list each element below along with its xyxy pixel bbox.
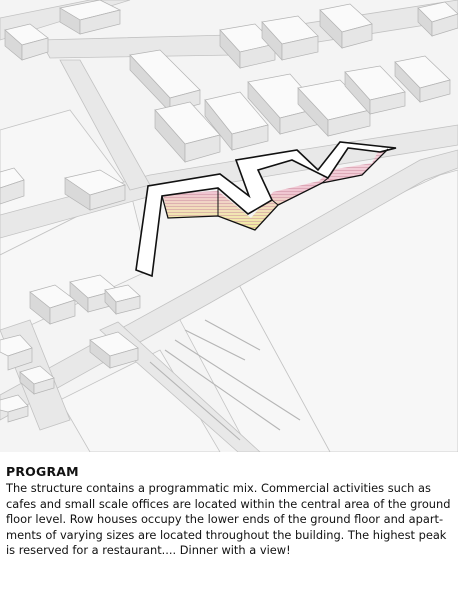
program-caption <box>6 464 452 559</box>
caption-heading: PROGRAM <box>6 464 79 479</box>
caption-body: The structure contains a programmatic mix. Commercial activities such as cafes and small scale offices are located within the central area of the ground floor level. Row houses occupy the lower ends of the ground floor and apart-ments of varying sizes are located throughout the building. The highest peak is reserved for a restaurant.... Dinner with a view! <box>6 481 451 558</box>
